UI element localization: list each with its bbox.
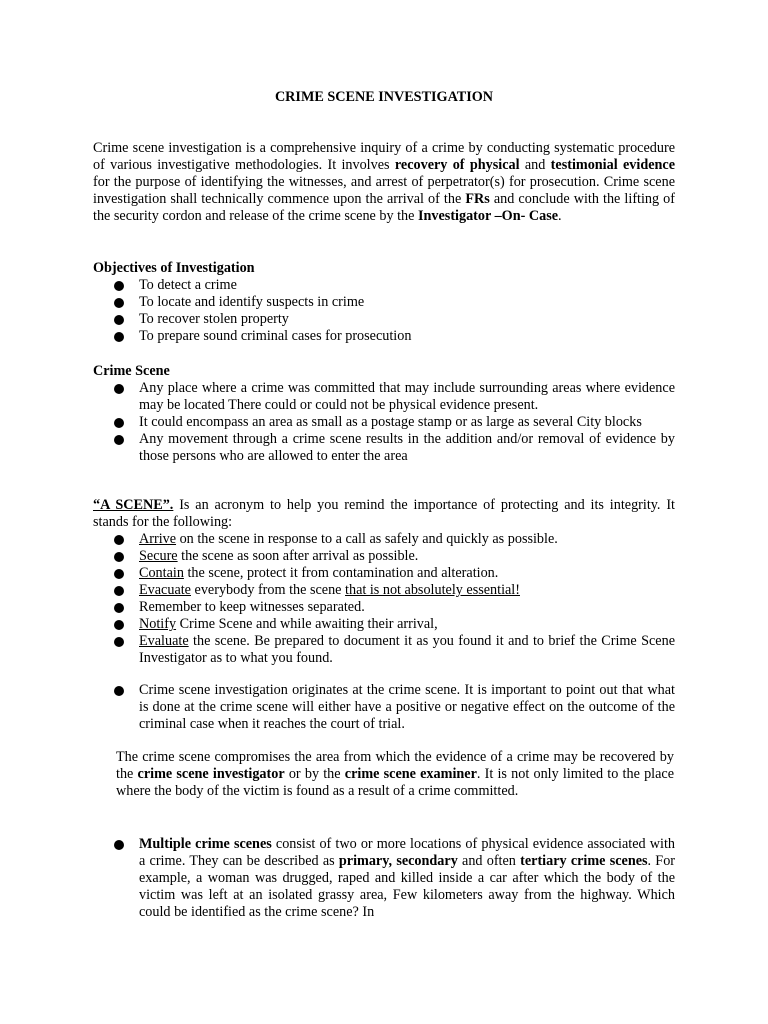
bullet-icon xyxy=(114,281,124,291)
list-item: Remember to keep witnesses separated. xyxy=(93,599,675,616)
bullet-icon xyxy=(114,315,124,325)
bullet-icon xyxy=(114,332,124,342)
list-item: Arrive on the scene in response to a call as safely and quickly as possible. xyxy=(93,531,675,548)
bullet-icon xyxy=(114,535,124,545)
bullet-icon xyxy=(114,298,124,308)
list-item: Any place where a crime was committed that may include surrounding areas where evidence may be located There could or could not be physical evidence present. xyxy=(93,380,675,414)
intro-text-1: Crime scene investigation is a comprehensive inquiry of a crime by conducting systematic procedure of various investigative methodologies. It involves xyxy=(93,140,675,173)
objectives-heading: Objectives of Investigation xyxy=(93,260,255,276)
compromise-paragraph: The crime scene compromises the area from which the evidence of a crime may be recovered by the crime scene investigator or by the crime scene examiner. It is not only limited to the place where the body of the victim is found as a result of a crime committed. xyxy=(116,749,675,799)
bullet-icon xyxy=(114,840,124,850)
a-scene-list xyxy=(93,531,675,667)
bullet-icon xyxy=(114,603,124,613)
list-item: Multiple crime scenes consist of two or more locations of physical evidence associated with a crime. They can be described as primary, secondary and often tertiary crime scenes. For example, a woman was drugged, raped and killed inside a car after which the body of the victim was left at an isolated grassy area, Few kilometers away from the highway. Which could be identified as the crime scene? In xyxy=(93,836,675,921)
a-scene-paragraph xyxy=(93,497,675,531)
bullet-icon xyxy=(114,435,124,445)
crime-scene-heading: Crime Scene xyxy=(93,363,170,379)
bullet-icon xyxy=(114,384,124,394)
multiple-list xyxy=(93,836,675,921)
list-item: Notify Crime Scene and while awaiting their arrival, xyxy=(93,616,675,633)
list-item: Evaluate the scene. Be prepared to document it as you found it and to brief the Crime Scene Investigator as to what you found. xyxy=(93,633,675,667)
intro-bold-4: Investigator –On- Case xyxy=(418,208,559,224)
list-item: To prepare sound criminal cases for prosecution xyxy=(93,328,675,345)
intro-bold-1: recovery of physical xyxy=(394,157,520,173)
intro-text-5: . xyxy=(558,208,562,224)
bullet-icon xyxy=(114,569,124,579)
bullet-icon xyxy=(114,620,124,630)
list-item: Contain the scene, protect it from contamination and alteration. xyxy=(93,565,675,582)
list-item: To recover stolen property xyxy=(93,311,675,328)
list-item: Secure the scene as soon after arrival as possible. xyxy=(93,548,675,565)
bullet-icon xyxy=(114,686,124,696)
a-scene-text: Is an acronym to help you remind the importance of protecting and its integrity. It stands for the following: xyxy=(93,497,675,530)
bullet-icon xyxy=(114,418,124,428)
origin-list xyxy=(93,682,675,733)
bullet-icon xyxy=(114,586,124,596)
intro-bold-3: FRs xyxy=(465,191,490,207)
objectives-list xyxy=(93,277,675,345)
list-item: Crime scene investigation originates at the crime scene. It is important to point out that what is done at the crime scene will either have a positive or negative effect on the outcome of the criminal case when it reaches the court of trial. xyxy=(93,682,675,733)
bullet-icon xyxy=(114,637,124,647)
list-item: To detect a crime xyxy=(93,277,675,294)
list-item: Any movement through a crime scene results in the addition and/or removal of evidence by those persons who are allowed to enter the area xyxy=(93,431,675,465)
bullet-icon xyxy=(114,552,124,562)
list-item: To locate and identify suspects in crime xyxy=(93,294,675,311)
intro-bold-2: testimonial evidence xyxy=(550,157,675,173)
list-item: Evacuate everybody from the scene that is not absolutely essential! xyxy=(93,582,675,599)
intro-text-3: for the purpose of identifying the witnesses, and arrest of perpetrator(s) for prosecution. Crime scene investigation shall technically commence upon the arrival of the xyxy=(93,174,675,207)
list-item: It could encompass an area as small as a postage stamp or as large as several City blocks xyxy=(93,414,675,431)
crime-scene-list xyxy=(93,380,675,465)
intro-text-4: and conclude with the lifting of the security cordon and release of the crime scene by the xyxy=(93,191,676,224)
a-scene-label: “A SCENE”. xyxy=(93,497,174,513)
page-title: CRIME SCENE INVESTIGATION xyxy=(274,89,494,105)
intro-paragraph xyxy=(93,140,675,225)
intro-text-2: and xyxy=(519,157,551,173)
